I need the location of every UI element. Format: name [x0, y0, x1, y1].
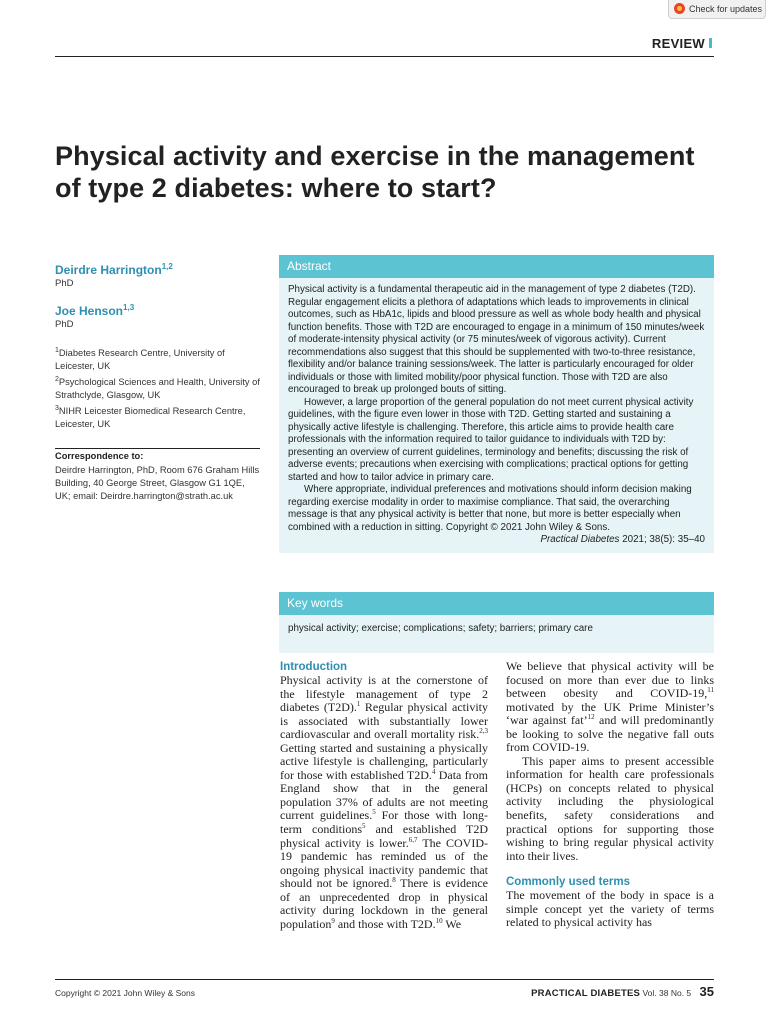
correspondence-heading: Correspondence to:: [55, 451, 144, 461]
author-degree: PhD: [55, 278, 74, 289]
author-degree: PhD: [55, 319, 74, 330]
abstract-paragraph: Physical activity is a fundamental therapeutic aid in the management of type 2 diabetes (T2D). Regular engagement elicits a plethora of adaptations which leads to improvements in clinical outcomes, such as HbA1c, lipids and blood pressure as well as whole body health and physical function benefits. Those with T2D are encouraged to engage in a minimum of 150 minutes/week of moderate-intensity physical activity (or 75 minutes/week of vigorous activity). Current recommendations also suggest that this should be supplemented with two-to-three resistance, flexibility and/or balance training sessions/week. The latter is particularly encouraged for older individuals or those with limited mobility/poor physical function. Those with T2D are also encouraged to break up prolonged bouts of sitting.: [288, 284, 705, 395]
common-terms-paragraph: The movement of the body in space is a simple concept yet the variety of terms related to physical activity has: [506, 888, 714, 930]
keywords-text: physical activity; exercise; complications; safety; barriers; primary care: [279, 615, 714, 653]
correspondence-text: Deirdre Harrington, PhD, Room 676 Graham Hills Building, 40 George Street, Glasgow G1 1QE, UK; email: Deirdre.harrington@strath.ac.uk: [55, 465, 260, 501]
abstract-heading: Abstract: [279, 255, 714, 278]
abstract-paragraph: Where appropriate, individual preferences and motivations should inform decision making regarding exercise modality in order to maximise compliance. That said, the overarching message is that any physical activity is better that none, but more is better especially when combined with a reduction in sitting. Copyright © 2021 John Wiley & Sons.: [288, 484, 692, 533]
footer-journal: [531, 984, 714, 999]
bottom-rule: [55, 979, 714, 980]
affiliations: [55, 344, 260, 431]
keywords-heading: Key words: [279, 592, 714, 615]
introduction-paragraph-cont: We believe that physical activity will be focused on more than ever due to links between obesity and COVID-19,11 motivated by the UK Prime Minister’s ‘war against fat’$^{12}$ and will predominantly be looking to solve the negative fall outs from COVID-19.: [506, 659, 714, 755]
introduction-paragraph: Physical activity is at the cornerstone of the lifestyle management of type 2 diabetes (T2D).$^1$ Regular physical activity is associated with substantially lower cardiovascular and overall mortality risk.$^{2,3}$ Getting started and sustaining a physically active lifestyle is challenging, particularly for those with established T2D.$^4$ Data from England show that in the general population 37% of adults are not meeting current guidelines.$^5$ For those with long-term conditions$^5$ and established T2D physical activity is lower.$^{6,7}$ The COVID-19 pandemic has reminded us of the ongoing physical inactivity pandemic that should not be ignored.$^8$ There is evidence of an unprecedented drop in physical activity during lockdown in the general population$^9$ and those with T2D.$^{10}$ We: [280, 673, 488, 931]
keywords-box: [279, 592, 714, 653]
journal-volume: Vol. 38 No. 5: [642, 988, 692, 998]
author-name[interactable]: Joe Henson: [55, 304, 124, 318]
affiliation: $^2$Psychological Sciences and Health, University of Strathclyde, Glasgow, UK: [55, 376, 260, 401]
page-number: 35: [699, 984, 714, 999]
common-terms-heading: Commonly used terms: [506, 876, 630, 889]
affiliation: $^1$Diabetes Research Centre, University of Leicester, UK: [55, 347, 225, 372]
check-for-updates-button[interactable]: [668, 0, 766, 19]
article-title: Physical activity and exercise in the management of type 2 diabetes: where to start?: [55, 141, 695, 203]
abstract-paragraph: However, a large proportion of the general population do not meet current physical activity guidelines, with the figure even lower in those with T2D. Getting started and sustaining a physically active lifestyle is challenging. Therefore, this article aims to provide health care professionals with the information required to tailor guidance to individuals with T2D by: presenting an overview of current guidelines, terminology and benefits; discussing the risk of adverse events; precautions when exercising with complications; practical options for getting started and how to tailor advice in primary care.: [288, 396, 694, 483]
introduction-heading: Introduction: [280, 661, 348, 673]
introduction-paragraph: This paper aims to present accessible information for health care professionals (HCPs) on concepts related to physical activity including the physiological benefits, safety considerations and practical options for supporting those wishing to bring regular physical activity into their lives.: [506, 753, 714, 863]
author-affil-marks: 1,2: [161, 262, 173, 271]
journal-name: PRACTICAL DIABETES: [531, 988, 641, 999]
affiliation: $^3$NIHR Leicester Biomedical Research Centre, Leicester, UK: [55, 405, 246, 430]
author-name[interactable]: Deirdre Harrington: [55, 263, 162, 277]
check-for-updates-label: Check for updates: [689, 4, 763, 14]
author-affil-marks: 1,3: [123, 303, 135, 312]
footer-copyright: Copyright © 2021 John Wiley & Sons: [55, 988, 195, 998]
correspondence: [55, 448, 260, 503]
body-column-1: [280, 660, 488, 931]
author-2: [55, 303, 260, 330]
citation: Practical Diabetes 2021; 38(5): 35–40: [540, 534, 705, 545]
top-rule: [55, 56, 714, 57]
crossmark-icon: [674, 3, 685, 14]
abstract-box: [279, 255, 714, 553]
body-column-2: [506, 660, 714, 930]
section-label: REVIEW: [652, 36, 712, 51]
author-1: [55, 262, 260, 289]
